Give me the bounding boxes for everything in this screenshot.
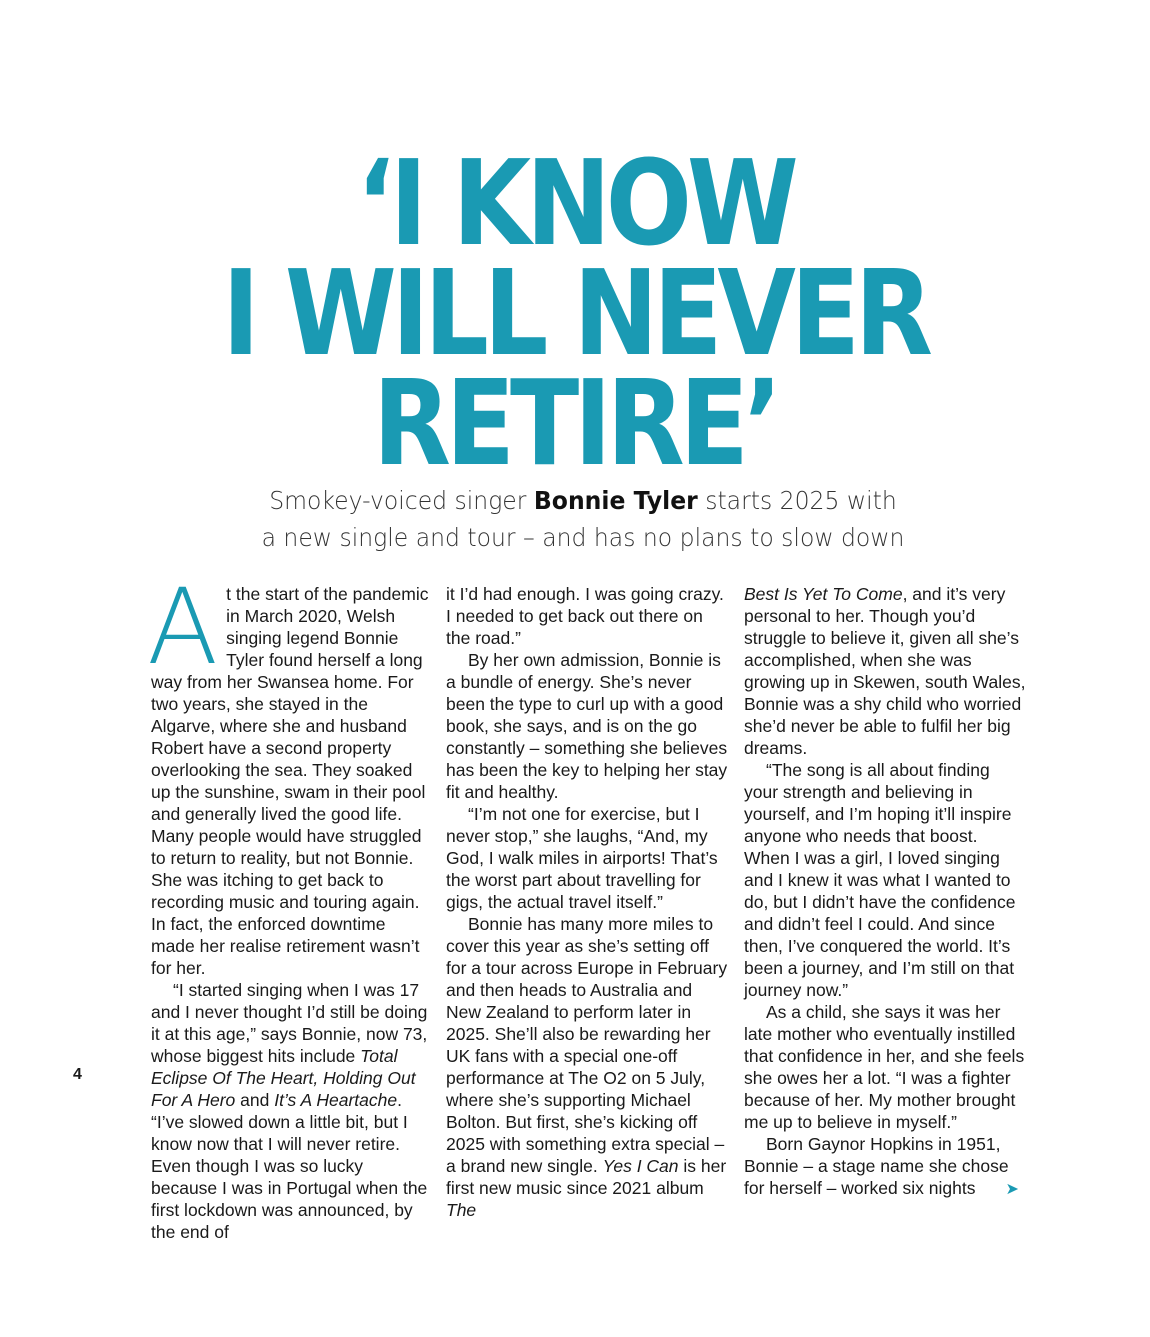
paragraph-text: t the start of the pandemic in March 2020, Welsh singing legend Bonnie Tyler found herself a long way from her Swansea home. For two years, she stayed in the Algarve, where she and husband Robert have a second property overlooking the sea. They soaked up the sunshine, swam in their pool and generally lived the good life. Many people would have struggled to return to reality, but not Bonnie. She was itching to get back to recording music and touring again. In fact, the enforced downtime made her realise retirement wasn’t for her.: [151, 584, 429, 978]
single-title: Yes I Can: [602, 1156, 679, 1176]
standfirst-line-2: a new single and tour – and has no plans to slow down: [261, 523, 905, 552]
article-column-3: [744, 583, 1026, 1201]
album-title: The: [446, 1200, 477, 1220]
paragraph: [151, 979, 433, 1243]
paragraph: “I’m not one for exercise, but I never stop,” she laughs, “And, my God, I walk miles in airports! That’s the worst part about travelling for gigs, the actual travel itself.”: [446, 804, 718, 912]
paragraph-text: and: [235, 1090, 275, 1110]
headline-line-1: ‘I KNOW: [356, 134, 794, 272]
standfirst-pre: Smokey-voiced singer: [269, 486, 534, 515]
paragraph-text: . “I’ve slowed down a little bit, but I know now that I will never retire. Even though I was so lucky because I was in Portugal when the first lockdown was announced, by the end of: [151, 1090, 428, 1242]
paragraph: [744, 583, 1026, 759]
paragraph: [147, 566, 433, 979]
song-title: Total Eclipse Of The Heart, Holding Out For A Hero: [151, 1046, 416, 1110]
paragraph: By her own admission, Bonnie is a bundle of energy. She’s never been the type to curl up with a good book, she says, and is on the go constantly – something she believes has been the key to helping her stay fit and healthy.: [446, 650, 728, 802]
paragraph: As a child, she says it was her late mother who eventually instilled that confidence in her, and she feels she owes her a lot. “I was a fighter because of her. My mother brought me up to believe in myself.”: [744, 1002, 1025, 1132]
standfirst: [35, 482, 1131, 556]
paragraph-text: Born Gaynor Hopkins in 1951, Bonnie – a stage name she chose for herself – worked six nights: [744, 1134, 1009, 1198]
page-number: 4: [73, 1066, 82, 1083]
article-column-1: [147, 566, 433, 1243]
drop-cap: A: [147, 566, 219, 688]
paragraph: [446, 913, 728, 1221]
song-title: It’s A Heartache: [274, 1090, 398, 1110]
article-column-2: [446, 583, 728, 1221]
paragraph: it I’d had enough. I was going crazy. I needed to get back out there on the road.”: [446, 584, 724, 648]
album-title: Best Is Yet To Come: [744, 584, 903, 604]
paragraph-text: is her first new music since 2021 album: [446, 1156, 727, 1198]
paragraph: [744, 1133, 1026, 1201]
paragraph: “The song is all about finding your strength and believing in yourself, and I’m hoping it’ll inspire anyone who needs that boost. When I was a girl, I loved singing and I knew it was what I wanted to do, but I didn’t have the confidence and didn’t feel I could. And since then, I’ve conquered the world. It’s been a journey, and I’m still on that journey now.”: [744, 760, 1016, 1000]
headline-line-3: RETIRE’: [372, 354, 778, 492]
standfirst-name: Bonnie Tyler: [533, 486, 698, 515]
paragraph-text: “I started singing when I was 17 and I never thought I’d still be doing it at this age,” says Bonnie, now 73, whose biggest hits include: [151, 980, 428, 1066]
headline: [81, 134, 1070, 492]
paragraph-text: , and it’s very personal to her. Though you’d struggle to believe it, given all she’s accomplished, when she was growing up in Skewen, south Wales, Bonnie was a shy child who worried she’d never be able to fulfil her big dreams.: [744, 584, 1026, 758]
paragraph-text: Bonnie has many more miles to cover this year as she’s setting off for a tour across Europe in February and then heads to Australia and New Zealand to perform later in 2025. She’ll also be rewarding her UK fans with a special one-off performance at The O2 on 5 July, where she’s supporting Michael Bolton. But first, she’s kicking off 2025 with something extra special – a brand new single.: [446, 914, 728, 1176]
arrow-right-icon: ➤: [1005, 1181, 1019, 1198]
headline-line-2: I WILL NEVER: [222, 244, 928, 382]
standfirst-post: starts 2025 with: [697, 486, 897, 515]
